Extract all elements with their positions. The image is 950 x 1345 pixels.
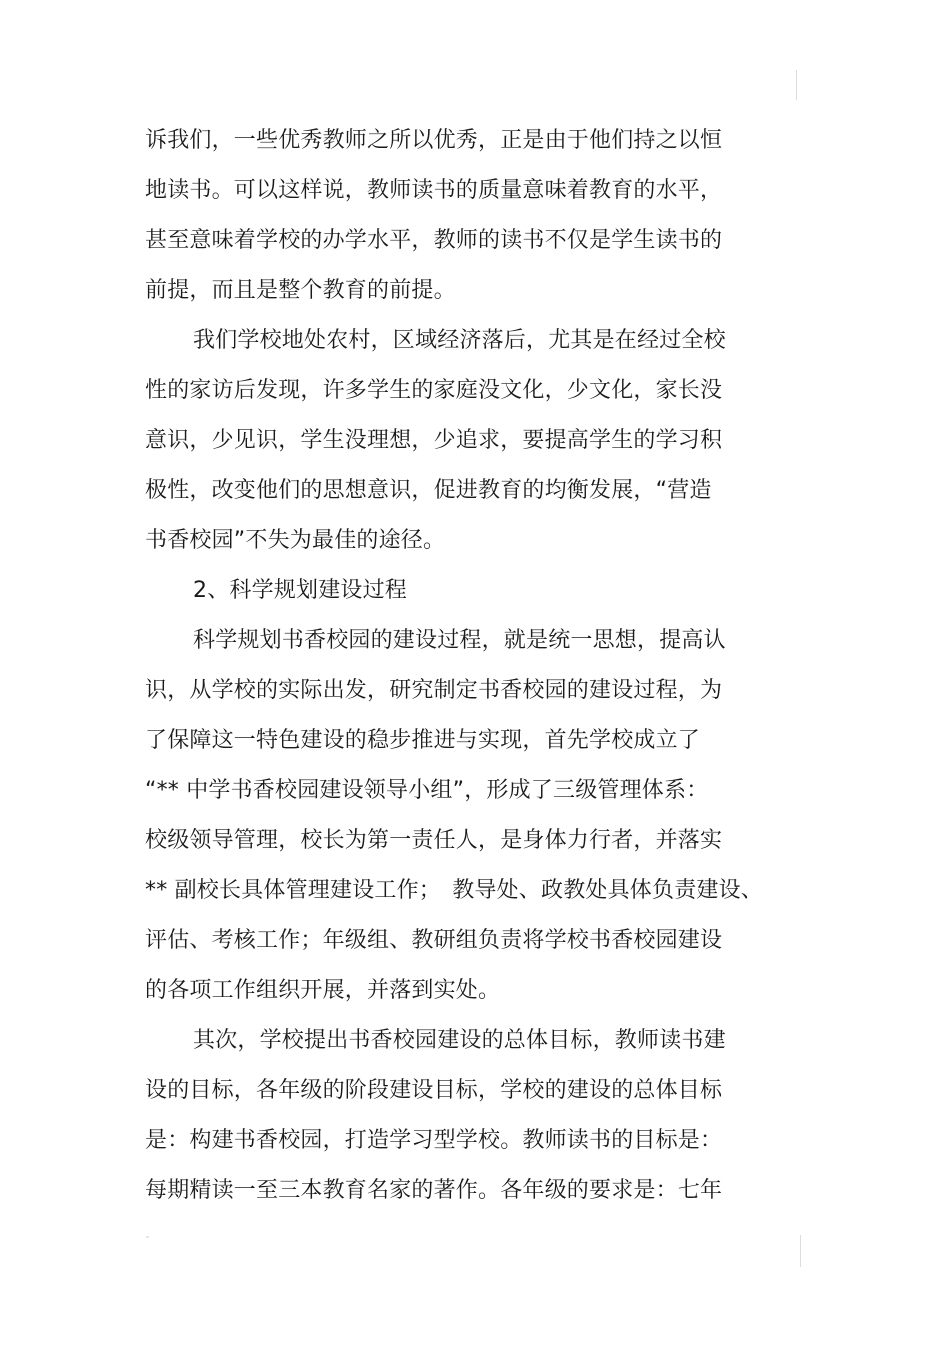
top-margin-mark	[796, 70, 797, 100]
text-line-11: 科学规划书香校园的建设过程，就是统一思想，提高认	[193, 628, 726, 653]
text-line-20: 设的目标，各年级的阶段建设目标，学校的建设的总体目标	[145, 1078, 723, 1103]
text-line-9: 书香校园”不失为最佳的途径。	[145, 528, 446, 553]
text-line-14: “** 中学书香校园建设领导小组”，形成了三级管理体系：	[145, 778, 709, 803]
bottom-margin-mark	[800, 1235, 801, 1267]
text-line-13: 了保障这一特色建设的稳步推进与实现，首先学校成立了	[145, 728, 701, 753]
bottom-left-mark	[146, 1236, 149, 1238]
text-line-12: 识，从学校的实际出发，研究制定书香校园的建设过程，为	[145, 678, 723, 703]
text-line-18: 的各项工作组织开展，并落到实处。	[145, 978, 501, 1003]
text-line-2: 地读书。可以这样说，教师读书的质量意味着教育的水平，	[145, 178, 723, 203]
text-line-8: 极性，改变他们的思想意识，促进教育的均衡发展，“营造	[145, 478, 712, 503]
section-heading: 2、科学规划建设过程	[193, 578, 407, 603]
text-line-15: 校级领导管理，校长为第一责任人，是身体力行者，并落实	[145, 828, 723, 853]
text-line-16: ** 副校长具体管理建设工作； 教导处、政教处具体负责建设、	[145, 878, 763, 903]
text-line-19: 其次，学校提出书香校园建设的总体目标，教师读书建	[193, 1028, 726, 1053]
text-line-17: 评估、考核工作；年级组、教研组负责将学校书香校园建设	[145, 928, 723, 953]
text-line-7: 意识，少见识，学生没理想，少追求，要提高学生的学习积	[145, 428, 723, 453]
text-line-6: 性的家访后发现，许多学生的家庭没文化，少文化，家长没	[145, 378, 723, 403]
text-line-3: 甚至意味着学校的办学水平，教师的读书不仅是学生读书的	[145, 228, 723, 253]
text-line-21: 是：构建书香校园，打造学习型学校。教师读书的目标是：	[145, 1128, 723, 1153]
text-line-1: 诉我们，一些优秀教师之所以优秀，正是由于他们持之以恒	[145, 128, 723, 153]
text-line-5: 我们学校地处农村，区域经济落后，尤其是在经过全校	[193, 328, 726, 353]
text-line-4: 前提，而且是整个教育的前提。	[145, 278, 456, 303]
text-line-22: 每期精读一至三本教育名家的著作。各年级的要求是：七年	[145, 1178, 723, 1203]
